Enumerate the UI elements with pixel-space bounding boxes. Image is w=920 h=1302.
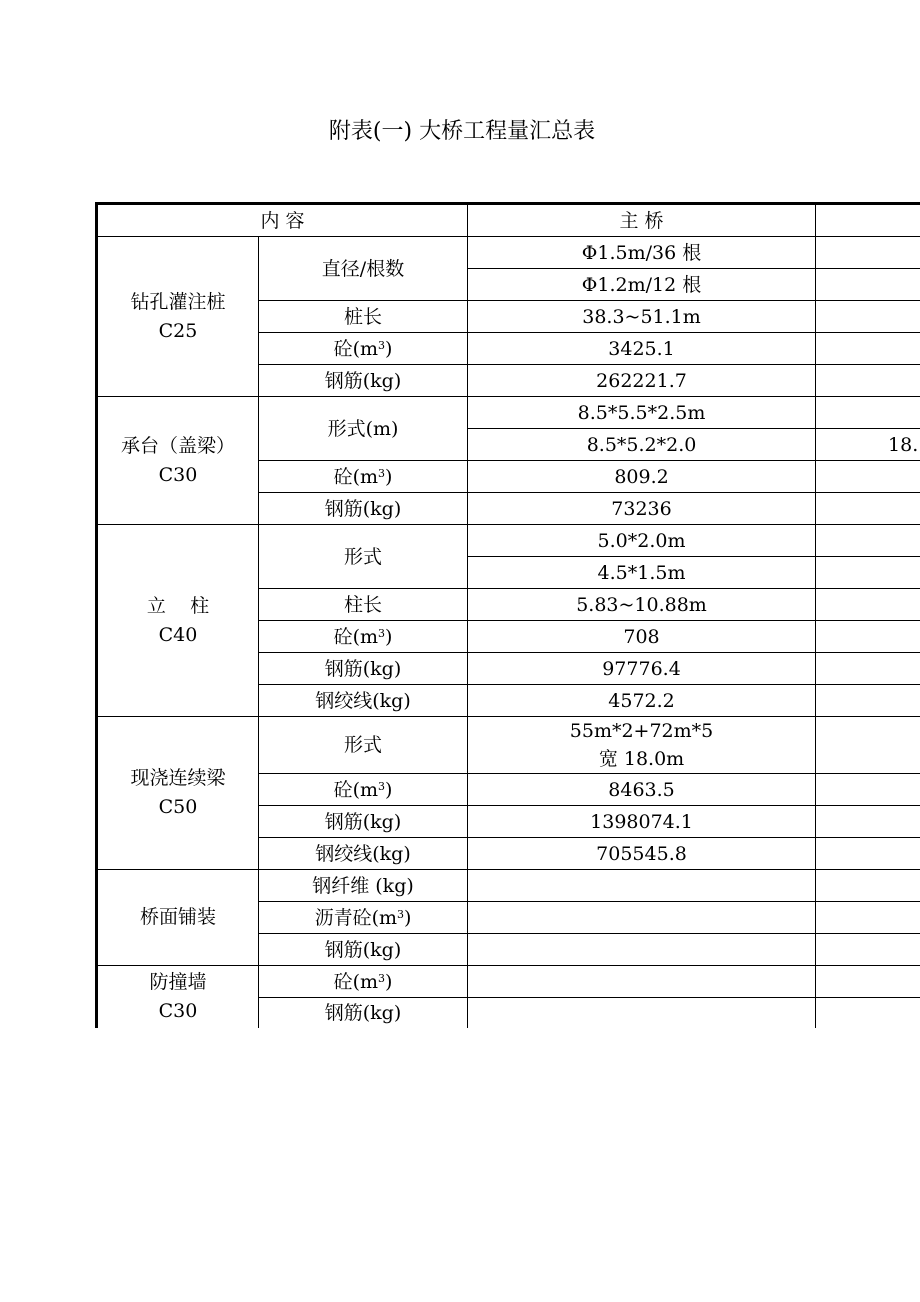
table-row (97, 237, 920, 269)
main-bridge-value (468, 998, 816, 1029)
col4-value (816, 653, 920, 685)
main-bridge-value (468, 717, 816, 774)
main-bridge-value: 5.83~10.88m (468, 589, 816, 621)
col4-value (816, 934, 920, 966)
item-label: 钢绞线(kg) (259, 838, 468, 870)
item-label: 桩长 (259, 301, 468, 333)
header-main-bridge: 主 桥 (468, 204, 816, 237)
quantity-table-wrapper (95, 202, 920, 1028)
category-grade: C30 (158, 463, 198, 486)
col4-value (816, 237, 920, 269)
item-label: 柱长 (259, 589, 468, 621)
col4-value (816, 870, 920, 902)
quantity-summary-table (95, 202, 920, 1028)
table-header-row (97, 204, 920, 237)
main-bridge-value: 38.3~51.1m (468, 301, 816, 333)
col4-value (816, 902, 920, 934)
main-bridge-value: 708 (468, 621, 816, 653)
item-label: 钢筋(kg) (259, 934, 468, 966)
item-label: 钢筋(kg) (259, 806, 468, 838)
main-bridge-value: 262221.7 (468, 365, 816, 397)
main-bridge-value: 8463.5 (468, 774, 816, 806)
form-line: 宽 18.0m (598, 748, 685, 770)
col4-value (816, 806, 920, 838)
main-bridge-value: 97776.4 (468, 653, 816, 685)
item-label: 砼$(m^3)$ (259, 966, 468, 998)
category-name: 立 柱 (146, 594, 210, 617)
main-bridge-value: 4.5*1.5m (468, 557, 816, 589)
col4-value: 18. (816, 429, 920, 461)
item-label: 钢筋(kg) (259, 653, 468, 685)
item-label: 沥青砼$(m^3)$ (259, 902, 468, 934)
col4-value (816, 269, 920, 301)
category-grade: C40 (158, 623, 198, 646)
main-bridge-value: 73236 (468, 493, 816, 525)
category-grade: C50 (158, 796, 198, 818)
col4-value (816, 621, 920, 653)
main-bridge-value (468, 934, 816, 966)
item-label: 形式(m) (259, 397, 468, 461)
item-label: 砼$(m^3)$ (259, 621, 468, 653)
table-row (97, 870, 920, 902)
page-title: 附表(一) 大桥工程量汇总表 (328, 119, 596, 144)
col4-value (816, 774, 920, 806)
form-line: 55m*2+72m*5 (569, 720, 714, 742)
col4-value (816, 365, 920, 397)
col4-value (816, 589, 920, 621)
item-label: 钢纤维 (kg) (259, 870, 468, 902)
item-label: 钢筋(kg) (259, 998, 468, 1029)
item-label: 形式 (259, 525, 468, 589)
category-grade: C25 (158, 319, 198, 342)
col4-value (816, 461, 920, 493)
col4-value (816, 717, 920, 774)
col4-value (816, 998, 920, 1029)
col4-value (816, 966, 920, 998)
category-name: 承台（盖梁） (120, 434, 235, 457)
main-bridge-value (468, 870, 816, 902)
category-girder (97, 717, 259, 870)
item-label: 钢筋(kg) (259, 365, 468, 397)
category-name: 防撞墙 (149, 971, 207, 993)
col4-value (816, 685, 920, 717)
category-name: 钻孔灌注桩 (130, 290, 226, 313)
header-content: 内 容 (97, 204, 468, 237)
category-name: 桥面铺装 (139, 906, 216, 928)
col4-value (816, 333, 920, 365)
item-label: 砼$(m^3)$ (259, 774, 468, 806)
col4-value (816, 525, 920, 557)
category-grade: C30 (158, 1000, 198, 1022)
main-bridge-value: 8.5*5.5*2.5m (468, 397, 816, 429)
main-bridge-value: 8.5*5.2*2.0 (468, 429, 816, 461)
category-cap (97, 397, 259, 525)
main-bridge-value: Φ1.2m/12 根 (468, 269, 816, 301)
item-label: 形式 (259, 717, 468, 774)
table-row (97, 397, 920, 429)
category-pile (97, 237, 259, 397)
item-label: 砼$(m^3)$ (259, 461, 468, 493)
item-label: 直径/根数 (259, 237, 468, 301)
main-bridge-value (468, 966, 816, 998)
col4-value (816, 557, 920, 589)
main-bridge-value: 3425.1 (468, 333, 816, 365)
category-column (97, 525, 259, 717)
header-col-4 (816, 204, 920, 237)
col4-value (816, 397, 920, 429)
main-bridge-value: 809.2 (468, 461, 816, 493)
main-bridge-value: 5.0*2.0m (468, 525, 816, 557)
table-row (97, 966, 920, 998)
category-deck (97, 870, 259, 966)
col4-value (816, 493, 920, 525)
table-row (97, 525, 920, 557)
table-row (97, 717, 920, 774)
category-name: 现浇连续梁 (130, 767, 226, 789)
col4-value (816, 301, 920, 333)
category-barrier (97, 966, 259, 1029)
main-bridge-value: 1398074.1 (468, 806, 816, 838)
main-bridge-value: 705545.8 (468, 838, 816, 870)
main-bridge-value: 4572.2 (468, 685, 816, 717)
item-label: 钢筋(kg) (259, 493, 468, 525)
main-bridge-value (468, 902, 816, 934)
col4-value (816, 838, 920, 870)
main-bridge-value: Φ1.5m/36 根 (468, 237, 816, 269)
item-label: 砼$(m^3)$ (259, 333, 468, 365)
item-label: 钢绞线(kg) (259, 685, 468, 717)
